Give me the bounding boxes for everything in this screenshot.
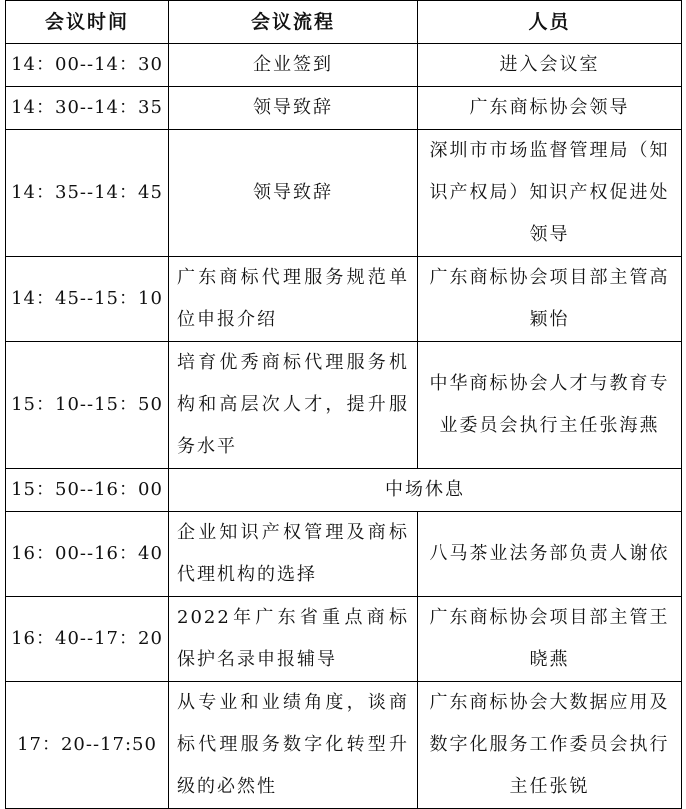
people-cell: 深圳市市场监督管理局（知识产权局）知识产权促进处领导 xyxy=(418,130,682,257)
table-row xyxy=(6,597,682,682)
people-cell: 八马茶业法务部负责人谢依 xyxy=(418,512,682,597)
process-cell: 企业知识产权管理及商标代理机构的选择 xyxy=(169,512,418,597)
header-time: 会议时间 xyxy=(6,1,169,44)
time-cell: 17：20--17:50 xyxy=(6,682,169,809)
table-row xyxy=(6,44,682,87)
header-people: 人员 xyxy=(418,1,682,44)
people-cell: 广东商标协会项目部主管高颖怡 xyxy=(418,257,682,342)
process-cell: 领导致辞 xyxy=(169,130,418,257)
table-row xyxy=(6,342,682,469)
people-cell: 广东商标协会项目部主管王晓燕 xyxy=(418,597,682,682)
table-row xyxy=(6,682,682,809)
time-cell: 16：00--16：40 xyxy=(6,512,169,597)
table-row xyxy=(6,469,682,512)
table-row xyxy=(6,257,682,342)
time-cell: 14：35--14：45 xyxy=(6,130,169,257)
process-cell: 企业签到 xyxy=(169,44,418,87)
time-cell: 14：00--14：30 xyxy=(6,44,169,87)
break-cell: 中场休息 xyxy=(169,469,682,512)
time-cell: 15：10--15：50 xyxy=(6,342,169,469)
meeting-agenda-table xyxy=(5,0,682,809)
table-row xyxy=(6,512,682,597)
header-process: 会议流程 xyxy=(169,1,418,44)
time-cell: 16：40--17：20 xyxy=(6,597,169,682)
time-cell: 14：45--15：10 xyxy=(6,257,169,342)
people-cell: 中华商标协会人才与教育专业委员会执行主任张海燕 xyxy=(418,342,682,469)
process-cell: 培育优秀商标代理服务机构和高层次人才，提升服务水平 xyxy=(169,342,418,469)
people-cell: 广东商标协会大数据应用及数字化服务工作委员会执行主任张锐 xyxy=(418,682,682,809)
process-cell: 领导致辞 xyxy=(169,87,418,130)
people-cell: 进入会议室 xyxy=(418,44,682,87)
time-cell: 15：50--16：00 xyxy=(6,469,169,512)
table-row xyxy=(6,130,682,257)
header-row xyxy=(6,1,682,44)
people-cell: 广东商标协会领导 xyxy=(418,87,682,130)
table-row xyxy=(6,87,682,130)
process-cell: 2022年广东省重点商标保护名录申报辅导 xyxy=(169,597,418,682)
process-cell: 广东商标代理服务规范单位申报介绍 xyxy=(169,257,418,342)
process-cell: 从专业和业绩角度，谈商标代理服务数字化转型升级的必然性 xyxy=(169,682,418,809)
time-cell: 14：30--14：35 xyxy=(6,87,169,130)
